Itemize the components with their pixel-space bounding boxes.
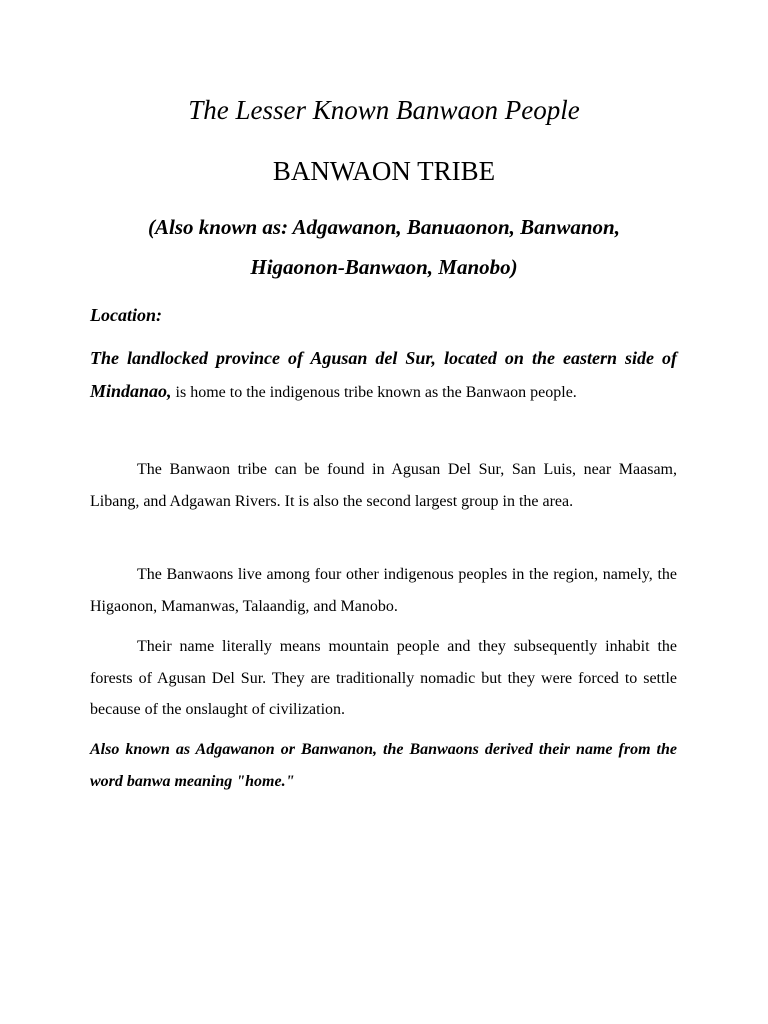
also-known-as-line-2: Higaonon-Banwaon, Manobo) — [250, 255, 518, 279]
body-paragraph: Their name literally means mountain people and they subsequently inhabit the forests of Agusan Del Sur. They are traditionally nomadic but they were forced to settle because of the onslaught of civilization. — [90, 638, 677, 718]
intro-paragraph — [90, 343, 677, 408]
intro-rest-text: is home to the indigenous tribe known as the Banwaon people. — [171, 383, 577, 401]
also-known-as-line-1: (Also known as: Adgawanon, Banuaonon, Banwanon, — [148, 215, 620, 239]
document-title: The Lesser Known Banwaon People — [188, 95, 580, 125]
also-known-as-block — [80, 207, 688, 287]
location-label: Location: — [90, 305, 162, 325]
closing-paragraph: Also known as Adgawanon or Banwanon, the Banwaons derived their name from the word banwa meaning "home." — [90, 741, 677, 790]
body-paragraph: The Banwaons live among four other indigenous peoples in the region, namely, the Higaonon, Mamanwas, Talaandig, and Manobo. — [90, 566, 677, 615]
body-paragraph: The Banwaon tribe can be found in Agusan Del Sur, San Luis, near Maasam, Libang, and Adgawan Rivers. It is also the second largest group in the area. — [90, 461, 677, 510]
document-subtitle: BANWAON TRIBE — [272, 156, 496, 186]
intro-lead-text: The landlocked province of Agusan del Sur, located on the eastern side of Mindanao, — [90, 348, 677, 401]
